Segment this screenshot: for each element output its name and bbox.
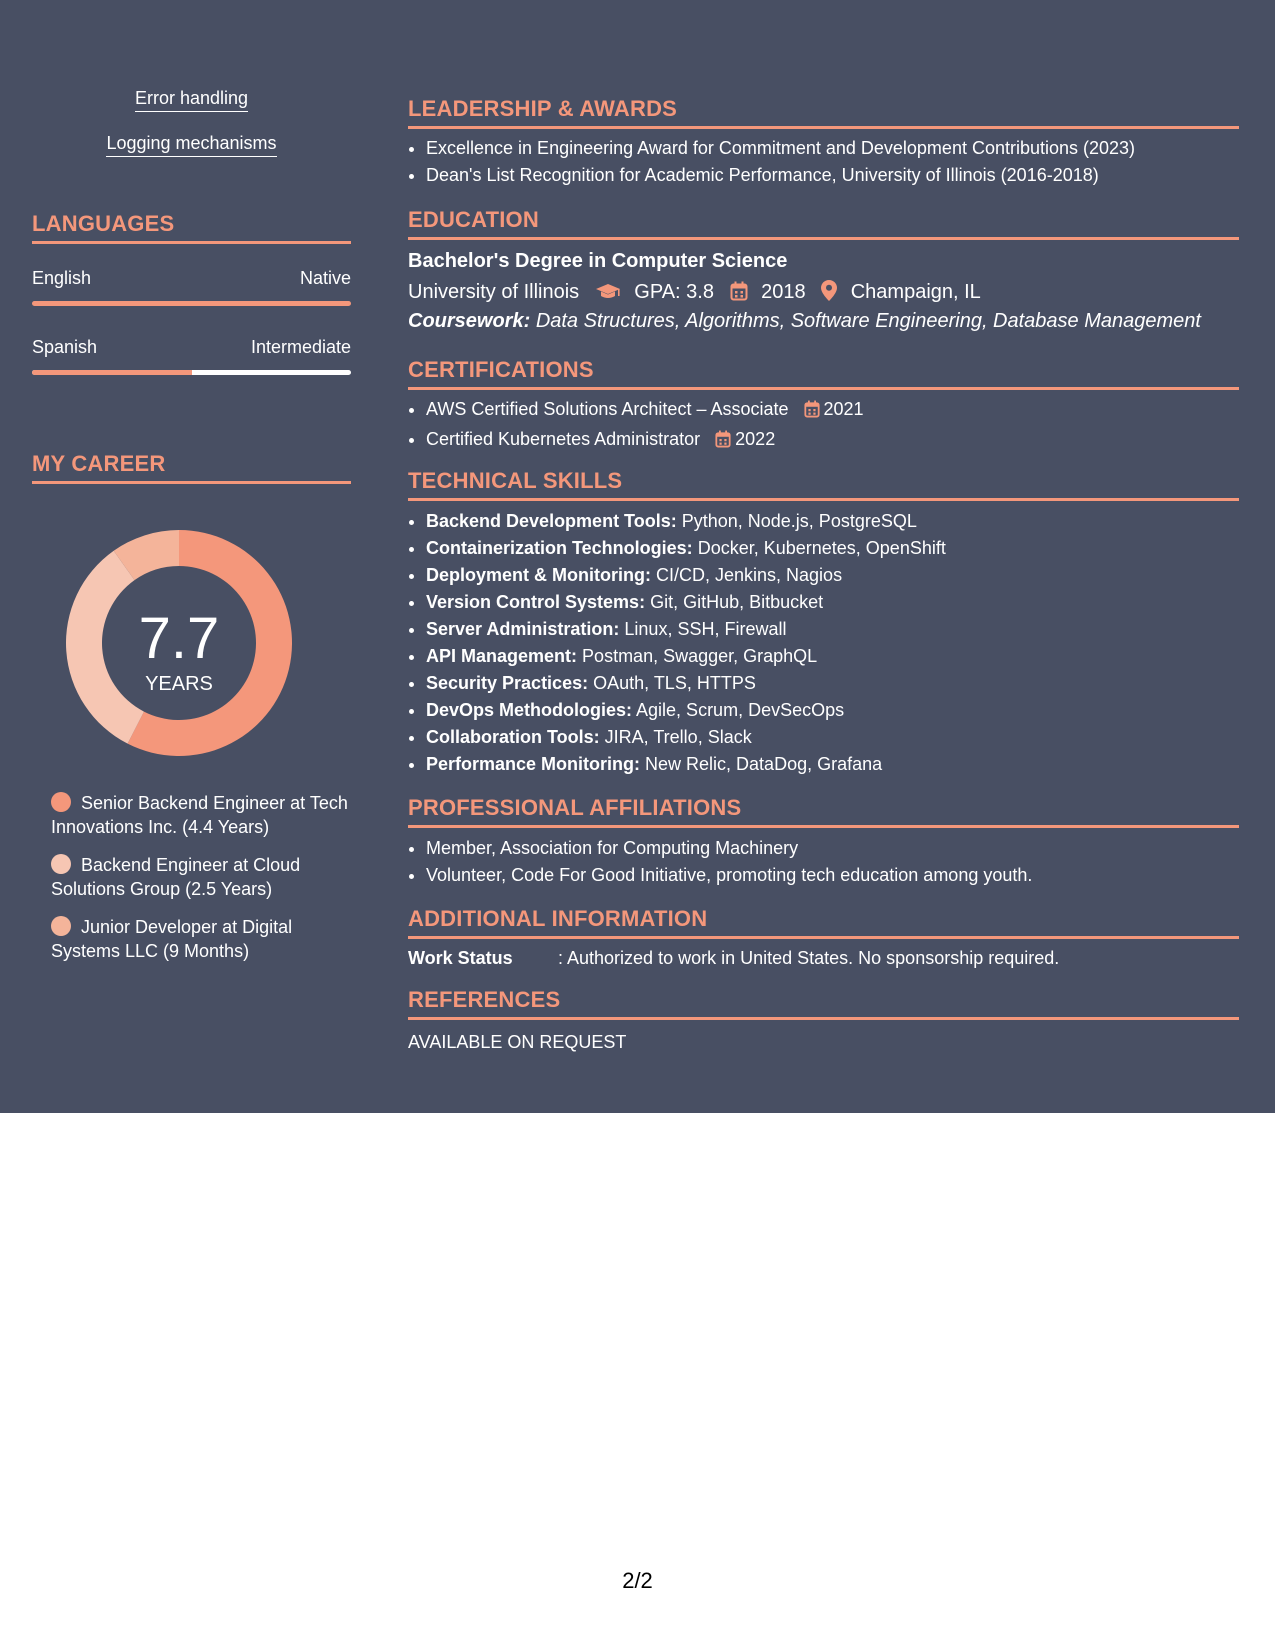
degree: Bachelor's Degree in Computer Science — [408, 250, 788, 272]
career-unit: YEARS — [145, 673, 213, 695]
technical-skills-list — [408, 508, 946, 778]
additional-info-title: ADDITIONAL INFORMATION — [408, 906, 1239, 939]
list-item: • DevOps Methodologies: Agile, Scrum, DevSecOps — [426, 697, 946, 724]
education-meta — [408, 280, 981, 307]
page-number: 2/2 — [622, 1568, 653, 1593]
skill-tag: Logging mechanisms — [32, 133, 351, 154]
coursework-list: Data Structures, Algorithms, Software Engineering, Database Management — [535, 310, 1201, 332]
location: Champaign, IL — [850, 281, 981, 303]
list-item: • Containerization Technologies: Docker, Kubernetes, OpenShift — [426, 535, 946, 562]
list-item: • Backend Development Tools: Python, Node.js, PostgreSQL — [426, 508, 946, 535]
list-item: • Certified Kubernetes Administrator 2022 — [426, 426, 864, 456]
legend-dot-icon — [51, 916, 71, 936]
school: University of Illinois — [408, 281, 580, 303]
language-bar-fill — [32, 301, 351, 306]
leadership-title: LEADERSHIP & AWARDS — [408, 96, 1239, 129]
references-text: AVAILABLE ON REQUEST — [408, 1032, 627, 1052]
list-item: • Volunteer, Code For Good Initiative, promoting tech education among youth. — [426, 862, 1032, 889]
language-level: Intermediate — [250, 337, 351, 357]
career-legend-item: Senior Backend Engineer at Tech Innovations Inc. (4.4 Years) — [51, 793, 348, 837]
work-status-value: : Authorized to work in United States. No sponsorship required. — [558, 948, 1060, 968]
technical-skills-title: TECHNICAL SKILLS — [408, 468, 1239, 501]
list-item: • Version Control Systems: Git, GitHub, Bitbucket — [426, 589, 946, 616]
calendar-icon — [804, 399, 820, 426]
languages-title: LANGUAGES — [32, 211, 351, 244]
list-item: • Deployment & Monitoring: CI/CD, Jenkins, Nagios — [426, 562, 946, 589]
list-item: • Performance Monitoring: New Relic, DataDog, Grafana — [426, 751, 946, 778]
career-title: MY CAREER — [32, 451, 351, 484]
calendar-icon — [730, 281, 748, 307]
references-title: REFERENCES — [408, 987, 1239, 1020]
affiliations-title: PROFESSIONAL AFFILIATIONS — [408, 795, 1239, 828]
leadership-list — [408, 135, 1135, 189]
list-item: • Security Practices: OAuth, TLS, HTTPS — [426, 670, 946, 697]
list-item: • Server Administration: Linux, SSH, Firewall — [426, 616, 946, 643]
work-status — [408, 948, 1059, 969]
language-bar — [32, 301, 351, 306]
legend-dot-icon — [51, 854, 71, 874]
language-name: Spanish — [32, 337, 98, 357]
language-bar — [32, 370, 351, 375]
list-item: • Excellence in Engineering Award for Commitment and Development Contributions (2023) — [426, 135, 1135, 162]
certifications-list — [408, 396, 864, 456]
donut-segment — [66, 551, 144, 744]
career-donut-chart — [66, 530, 292, 756]
language-name: English — [32, 268, 92, 288]
education-title: EDUCATION — [408, 207, 1239, 240]
list-item: • Member, Association for Computing Machinery — [426, 835, 1032, 862]
coursework — [408, 310, 1201, 333]
career-total: 7.7 — [138, 606, 220, 671]
career-legend-item: Junior Developer at Digital Systems LLC (9 Months) — [51, 917, 293, 961]
language-bar-fill — [32, 370, 192, 375]
coursework-label: Coursework: — [408, 310, 531, 332]
list-item: • Collaboration Tools: JIRA, Trello, Slack — [426, 724, 946, 751]
affiliations-list — [408, 835, 1032, 889]
graduation-cap-icon — [595, 283, 621, 307]
work-status-label: Work Status — [408, 948, 513, 968]
language-level: Native — [299, 268, 351, 288]
graduation-year: 2018 — [761, 281, 806, 303]
legend-dot-icon — [51, 792, 71, 812]
calendar-icon — [715, 429, 731, 456]
skill-tag: Error handling — [32, 88, 351, 109]
certifications-title: CERTIFICATIONS — [408, 357, 1239, 390]
list-item: • AWS Certified Solutions Architect – Associate 2021 — [426, 396, 864, 426]
career-legend-item: Backend Engineer at Cloud Solutions Group (2.5 Years) — [51, 855, 301, 899]
list-item: • API Management: Postman, Swagger, GraphQL — [426, 643, 946, 670]
gpa: GPA: 3.8 — [634, 281, 714, 303]
list-item: • Dean's List Recognition for Academic Performance, University of Illinois (2016-2018) — [426, 162, 1135, 189]
location-pin-icon — [821, 280, 837, 307]
